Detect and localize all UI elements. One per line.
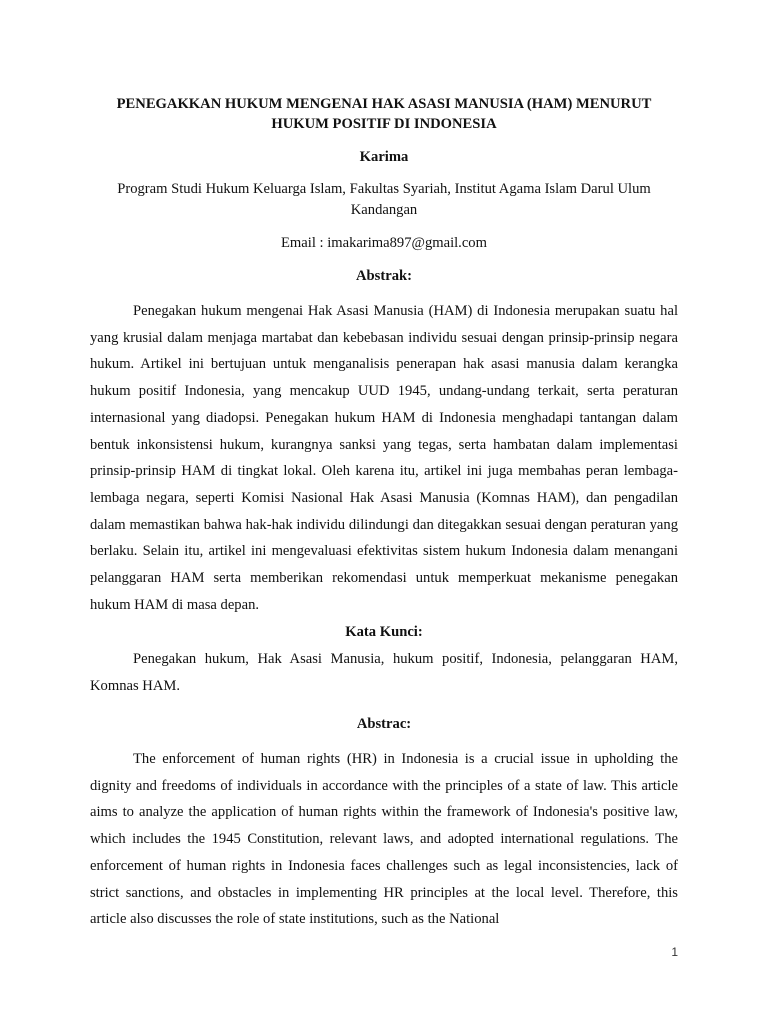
author-affiliation: Program Studi Hukum Keluarga Islam, Fakultas Syariah, Institut Agama Islam Darul Ulum Kandangan	[117, 181, 651, 218]
page-number: 1	[671, 945, 678, 959]
abstrak-paragraph: Penegakan hukum mengenai Hak Asasi Manusia (HAM) di Indonesia merupakan suatu hal yang krusial dalam menjaga martabat dan kebebasan individu sesuai dengan prinsip-prinsip negara hukum. Artikel ini bertujuan untuk menganalisis penerapan hak asasi manusia dalam kerangka hukum positif Indonesia, yang mencakup UUD 1945, undang-undang terkait, serta peraturan internasional yang diadopsi. Penegakan hukum HAM di Indonesia menghadapi tantangan dalam bentuk inkonsistensi hukum, kurangnya sanksi yang tegas, serta hambatan dalam implementasi prinsip-prinsip HAM di tingkat lokal. Oleh karena itu, artikel ini juga membahas peran lembaga-lembaga negara, seperti Komisi Nasional Hak Asasi Manusia (Komnas HAM), dan pengadilan dalam memastikan bahwa hak-hak individu dilindungi dan ditegakkan sesuai dengan peraturan yang berlaku. Selain itu, artikel ini mengevaluasi efektivitas sistem hukum Indonesia dalam menangani pelanggaran HAM serta memberikan rekomendasi untuk memperkuat mekanisme penegakan hukum HAM di masa depan.	[90, 303, 678, 613]
keywords-paragraph: Penegakan hukum, Hak Asasi Manusia, hukum positif, Indonesia, pelanggaran HAM, Komnas HAM.	[90, 651, 678, 694]
abstract-section	[90, 746, 678, 933]
abstract-paragraph: The enforcement of human rights (HR) in Indonesia is a crucial issue in upholding the dignity and freedoms of individuals in accordance with the principles of a state of law. This article aims to analyze the application of human rights within the framework of Indonesia's positive law, which includes the 1945 Constitution, relevant laws, and adopted international regulations. The enforcement of human rights in Indonesia faces challenges such as legal inconsistencies, lack of strict sanctions, and obstacles in implementing HR principles at the local level. Therefore, this article also discusses the role of state institutions, such as the National	[90, 751, 678, 928]
abstrak-section	[90, 298, 678, 618]
paper-title: PENEGAKKAN HUKUM MENGENAI HAK ASASI MANUSIA (HAM) MENURUT HUKUM POSITIF DI INDONESIA	[116, 96, 652, 132]
author-name: Karima	[359, 149, 409, 165]
keywords-section	[90, 646, 678, 699]
abstract-heading: Abstrac:	[356, 716, 412, 732]
author-email: Email : imakarima897@gmail.com	[281, 235, 487, 251]
keywords-heading: Kata Kunci:	[345, 624, 423, 640]
abstrak-heading: Abstrak:	[356, 268, 412, 284]
